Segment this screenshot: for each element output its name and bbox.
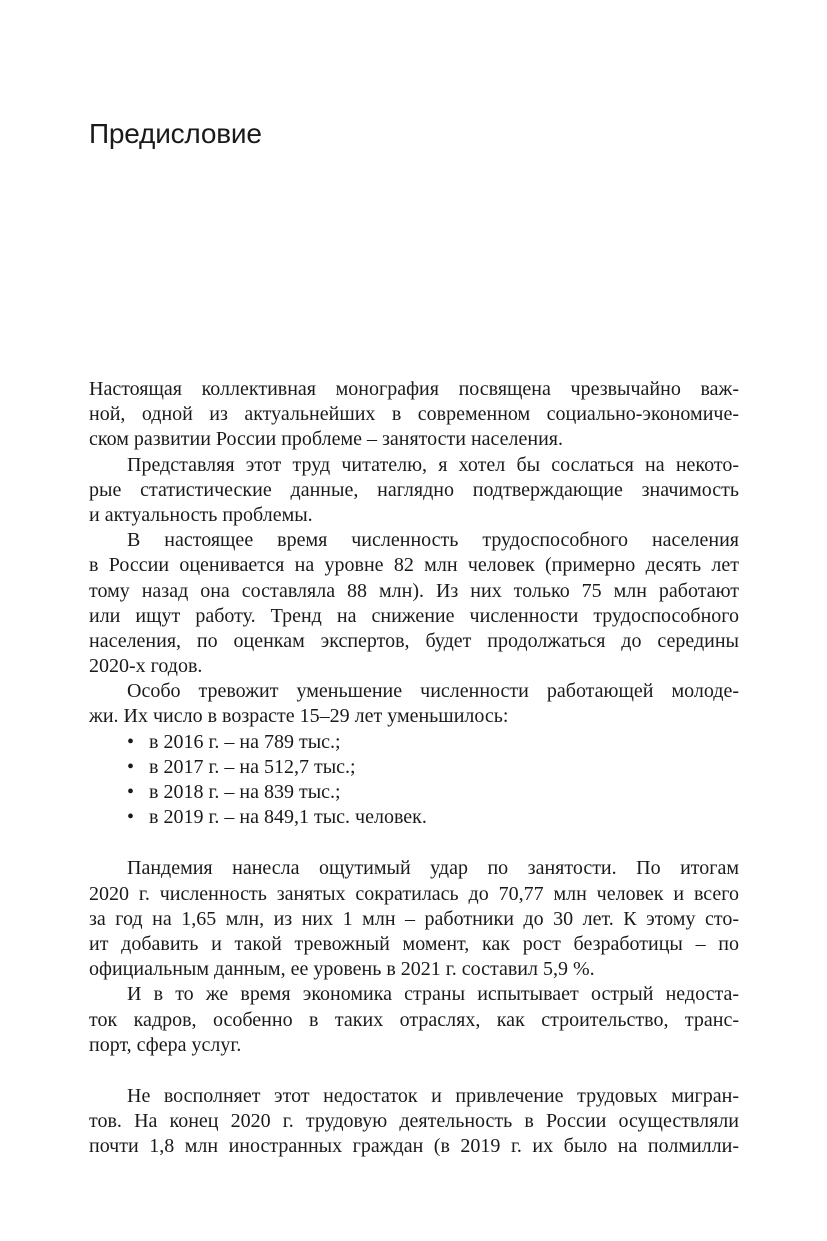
text-line: ит добавить и такой тревожный момент, как рост безработицы – по [89,932,739,955]
list-item [89,730,739,755]
paragraph [89,982,739,1058]
bullet-icon: • [127,730,135,753]
text-line: ском развитии России проблеме – занятости населения. [89,428,563,451]
paragraph [89,856,739,982]
list-item-text: в 2019 г. – на 849,1 тыс. человек. [149,806,427,829]
text-line: официальным данным, ее уровень в 2021 г. составил 5,9 %. [89,958,595,981]
text-line: Не восполняет этот недостаток и привлечение трудовых мигран- [127,1084,739,1107]
text-line: ток кадров, особенно в таких отраслях, как строительство, транс- [89,1008,739,1031]
text-line: и актуальность проблемы. [89,503,313,526]
list-item-text: в 2016 г. – на 789 тыс.; [149,730,341,753]
text-line: тов. На конец 2020 г. трудовую деятельность в России осуществляли [89,1110,739,1133]
text-line: жи. Их число в возрасте 15–29 лет уменьшилось: [89,705,509,728]
list-item [89,805,739,830]
paragraph-gap [89,830,739,856]
bullet-icon: • [127,755,135,778]
text-line: ной, одной из актуальнейших в современном социально-экономиче- [89,403,739,426]
paragraph-gap [89,1058,739,1084]
text-line: за год на 1,65 млн, из них 1 млн – работники до 30 лет. К этому сто- [89,907,739,930]
text-line: населения, по оценкам экспертов, будет продолжаться до середины [89,629,739,652]
text-line: тому назад она составляла 88 млн). Из них только 75 млн работают [89,579,739,602]
text-line: порт, сфера услуг. [89,1033,242,1056]
text-line: Пандемия нанесла ощутимый удар по занятости. По итогам [127,857,739,880]
list-item-text: в 2018 г. – на 839 тыс.; [149,781,341,803]
bullet-icon: • [127,781,135,803]
paragraph [89,453,739,529]
page-title: Предисловие [89,118,262,149]
paragraph [89,679,739,729]
list-item [89,780,739,805]
bullet-icon: • [127,806,135,829]
text-line: И в то же время экономика страны испытывает острый недоста- [127,983,739,1006]
body-text [89,377,739,1159]
text-line: рые статистические данные, наглядно подтверждающие значимость [89,478,739,501]
text-line: Особо тревожит уменьшение численности работающей молоде- [127,680,739,703]
paragraph [89,1084,739,1160]
text-line: 2020-х годов. [89,655,203,678]
text-line: Представляя этот труд читателю, я хотел бы сослаться на некото- [127,453,739,476]
text-line: В настоящее время численность трудоспособного населения [127,529,739,552]
list-item-text: в 2017 г. – на 512,7 тыс.; [149,755,356,778]
paragraph [89,528,739,679]
text-line: Настоящая коллективная монография посвящена чрезвычайно важ- [89,378,739,400]
list-item [89,755,739,780]
bullet-list [89,730,739,831]
text-line: почти 1,8 млн иностранных граждан (в 2019 г. их было на полмилли- [89,1135,739,1158]
text-line: в России оценивается на уровне 82 млн человек (примерно десять лет [89,554,739,577]
text-line: 2020 г. численность занятых сократилась до 70,77 млн человек и всего [89,882,739,905]
text-line: или ищут работу. Тренд на снижение численности трудоспособного [89,604,739,627]
paragraph [89,377,739,453]
